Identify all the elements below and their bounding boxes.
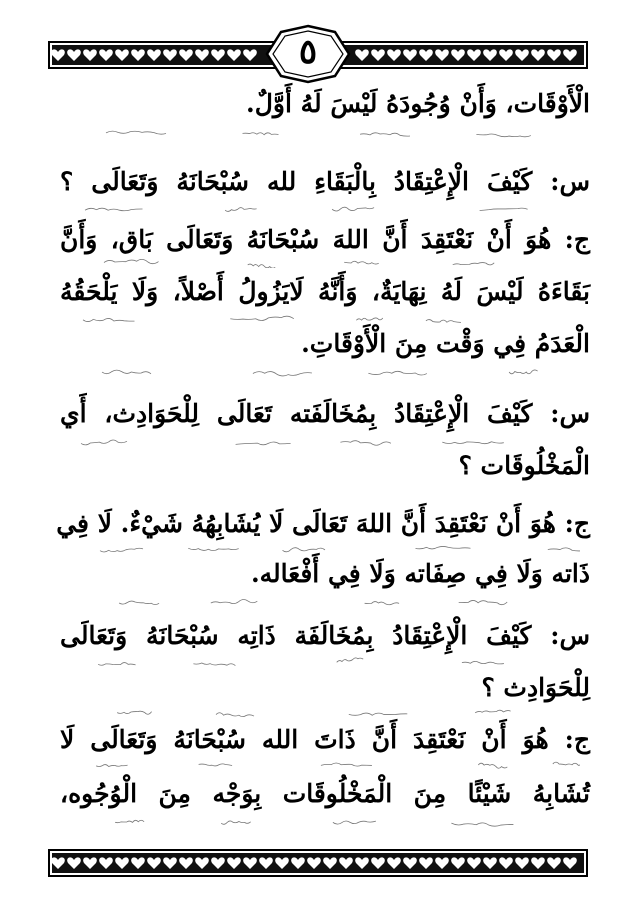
question-line: س: كَيْفَ الْإِعْتِقَادُ بِالْبَقَاءِ لله سُبْحَانَهُ وَتَعَالَى ؟ — [60, 167, 590, 196]
handwritten-gloss — [60, 436, 580, 448]
handwritten-gloss — [60, 312, 580, 324]
answer-line: ج: هُوَ أَنْ نَعْتَقِدَ أَنَّ اللهَ تَعَالَى لَا يُشَابِهُهُ شَيْءٌ. لَا فِي — [56, 509, 590, 538]
bottom-ornament-border — [48, 848, 588, 878]
question-line: س: كَيْفَ الْإِعْتِقَادُ بِمُخَالَفَته تَعَالَى لِلْحَوَادِث، أَي — [60, 399, 590, 428]
handwritten-gloss — [60, 542, 580, 554]
handwritten-gloss — [60, 126, 580, 138]
text-line: الْعَدَمُ فِي وَقْت مِنَ الْأَوْقَاتِ. — [301, 329, 590, 358]
page-number: ٥ — [298, 32, 318, 72]
answer-line: ج: هُوَ أَنْ نَعْتَقِدَ أَنَّ ذَاتَ الله سُبْحَانَهُ وَتَعَالَى لَا — [60, 725, 590, 754]
text-line-1: الْأَوْقَات، وَأَنْ وُجُودَهُ لَيْسَ لَهُ أَوَّلٌ. — [246, 89, 590, 118]
page-number-badge — [265, 24, 351, 84]
handwritten-gloss — [60, 596, 580, 608]
text-line: ذَاته وَلَا فِي صِفَاته وَلَا فِي أَفْعَاله. — [250, 559, 590, 588]
handwritten-gloss — [60, 656, 580, 668]
text-line: تُشَابِهُ شَيْئًا مِنَ الْمَخْلُوقَات بِوَجْه مِنَ الْوُجُوه، — [60, 779, 590, 808]
handwritten-gloss — [60, 706, 580, 718]
handwritten-gloss — [60, 202, 580, 214]
handwritten-gloss — [60, 816, 580, 828]
text-line: بَقَاءَهُ لَيْسَ لَهُ نِهَايَةٌ، وَأَنَّهُ لَايَزُولُ أَصْلاً، وَلَا يَلْحَقُهُ — [60, 277, 590, 306]
answer-line: ج: هُوَ أَنْ نَعْتَقِدَ أَنَّ اللهَ سُبْحَانَهُ وَتَعَالَى بَاق، وَأَنَّ — [60, 225, 590, 254]
handwritten-gloss — [60, 256, 580, 268]
handwritten-gloss — [60, 366, 580, 378]
handwritten-gloss — [60, 758, 580, 770]
question-line: س: كَيْفَ الْإِعْتِقَادُ بِمُخَالَفَة ذَاتِه سُبْحَانَهُ وَتَعَالَى — [60, 621, 590, 650]
text-line: لِلْحَوَادِث ؟ — [481, 673, 590, 702]
text-line: الْمَخْلُوقَات ؟ — [458, 451, 590, 480]
